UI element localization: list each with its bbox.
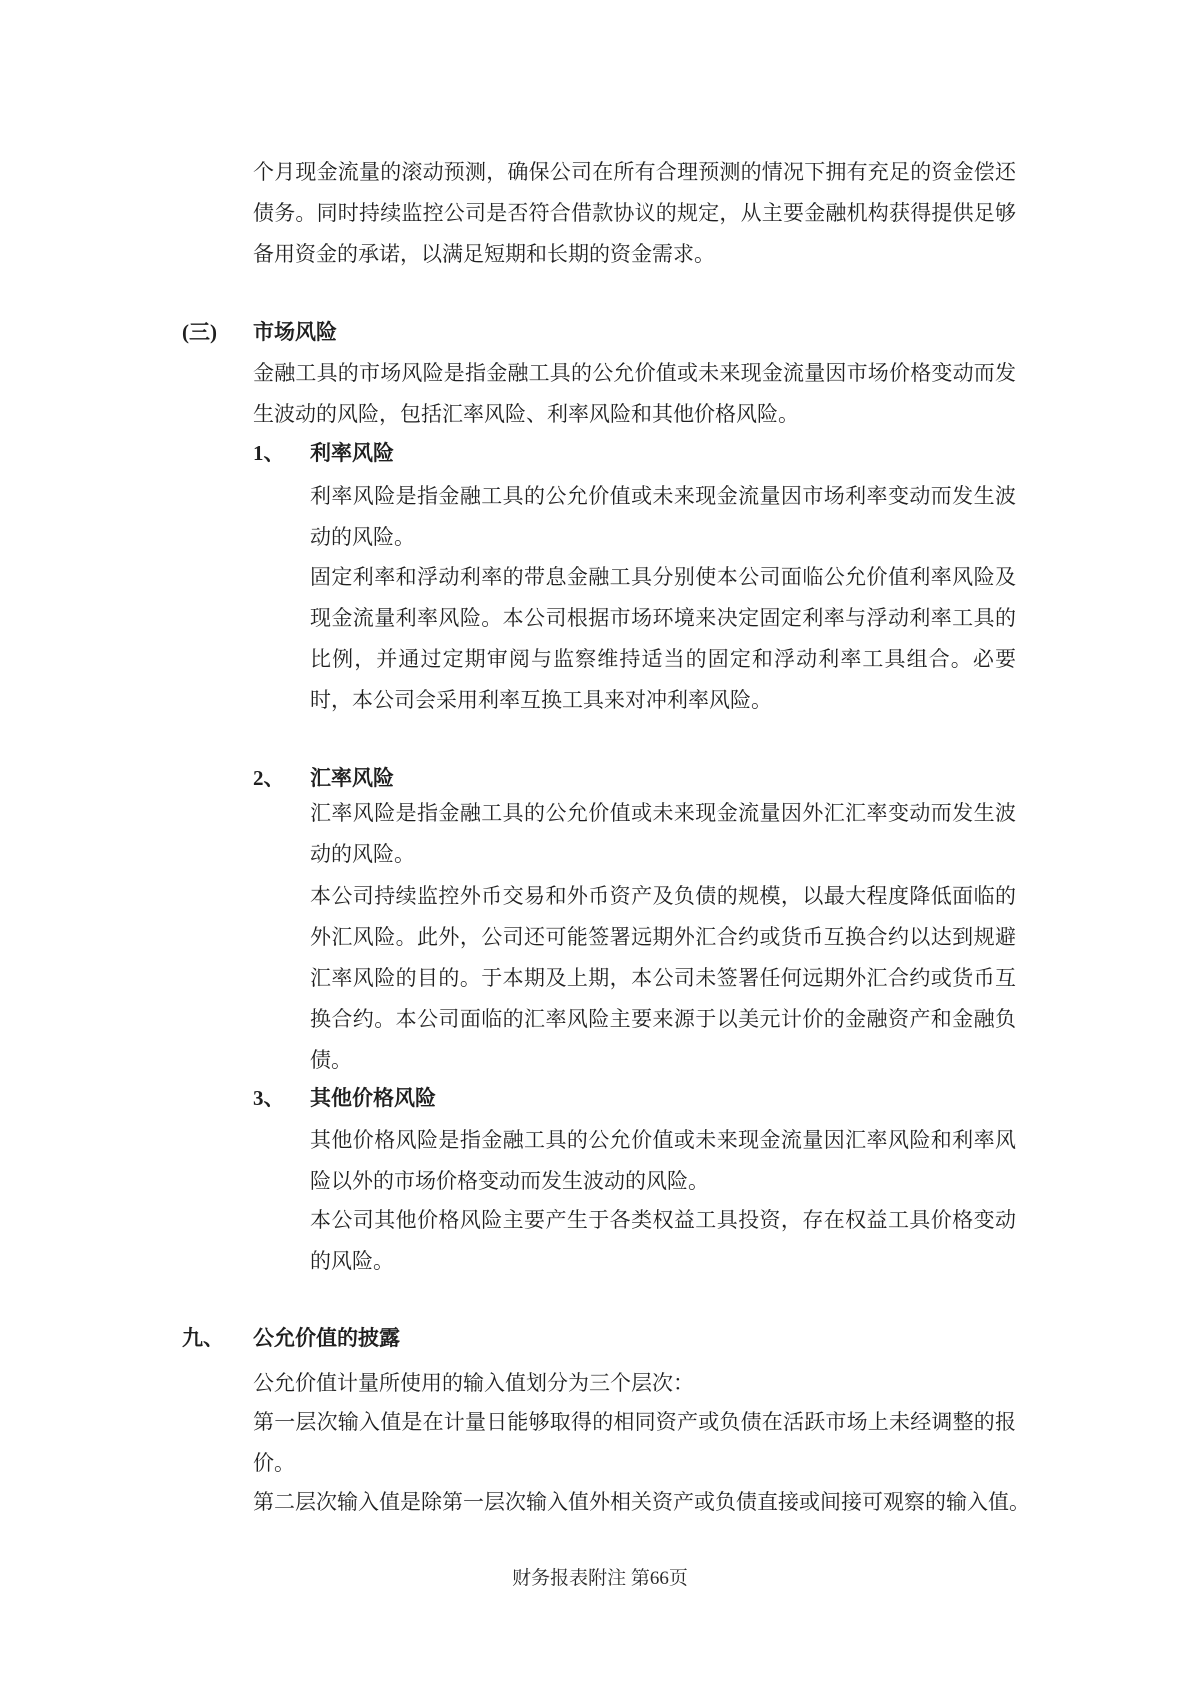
- interest-rate-risk-paragraph-2: 固定利率和浮动利率的带息金融工具分别使本公司面临公允价值利率风险及现金流量利率风险。本公司根据市场环境来决定固定利率与浮动利率工具的比例，并通过定期审阅与监察维持适当的固定和浮动利率工具组合。必要时，本公司会采用利率互换工具来对冲利率风险。: [310, 565, 1016, 712]
- subsection-title: 其他价格风险: [310, 1086, 436, 1110]
- market-risk-intro-paragraph: 金融工具的市场风险是指金融工具的公允价值或未来现金流量因市场价格变动而发生波动的风险，包括汇率风险、利率风险和其他价格风险。: [253, 361, 1016, 426]
- subsection-title: 利率风险: [310, 441, 394, 465]
- subsection-title: 汇率风险: [310, 766, 394, 790]
- intro-paragraph: 个月现金流量的滚动预测，确保公司在所有合理预测的情况下拥有充足的资金偿还债务。同时持续监控公司是否符合借款协议的规定，从主要金融机构获得提供足够备用资金的承诺，以满足短期和长期的资金需求。: [253, 160, 1016, 266]
- subsection-other-price-risk-heading: [253, 1078, 436, 1119]
- subsection-marker: 2、: [253, 766, 285, 790]
- fair-value-paragraph-2: 第一层次输入值是在计量日能够取得的相同资产或负债在活跃市场上未经调整的报价。: [253, 1410, 1016, 1475]
- section-marker: 九、: [182, 1326, 224, 1350]
- section-marker: (三): [182, 320, 217, 344]
- subsection-interest-rate-risk-heading: [253, 433, 394, 474]
- exchange-rate-risk-paragraph-1: 汇率风险是指金融工具的公允价值或未来现金流量因外汇汇率变动而发生波动的风险。: [310, 801, 1016, 866]
- page-footer: 财务报表附注 第66页: [512, 1568, 688, 1589]
- section-market-risk-heading: [182, 312, 337, 353]
- fair-value-paragraph-3: 第二层次输入值是除第一层次输入值外相关资产或负债直接或间接可观察的输入值。: [253, 1490, 1030, 1514]
- subsection-marker: 3、: [253, 1086, 285, 1110]
- subsection-marker: 1、: [253, 441, 285, 465]
- interest-rate-risk-paragraph-1: 利率风险是指金融工具的公允价值或未来现金流量因市场利率变动而发生波动的风险。: [310, 484, 1016, 549]
- section-title: 市场风险: [253, 320, 337, 344]
- other-price-risk-paragraph-2: 本公司其他价格风险主要产生于各类权益工具投资，存在权益工具价格变动的风险。: [310, 1208, 1016, 1273]
- other-price-risk-paragraph-1: 其他价格风险是指金融工具的公允价值或未来现金流量因汇率风险和利率风险以外的市场价格变动而发生波动的风险。: [310, 1128, 1016, 1193]
- section-fair-value-heading: [182, 1318, 400, 1359]
- section-title: 公允价值的披露: [253, 1326, 400, 1350]
- fair-value-paragraph-1: 公允价值计量所使用的输入值划分为三个层次：: [253, 1371, 694, 1395]
- exchange-rate-risk-paragraph-2: 本公司持续监控外币交易和外币资产及负债的规模，以最大程度降低面临的外汇风险。此外，公司还可能签署远期外汇合约或货币互换合约以达到规避汇率风险的目的。于本期及上期，本公司未签署任何远期外汇合约或货币互换合约。本公司面临的汇率风险主要来源于以美元计价的金融资产和金融负债。: [310, 884, 1016, 1072]
